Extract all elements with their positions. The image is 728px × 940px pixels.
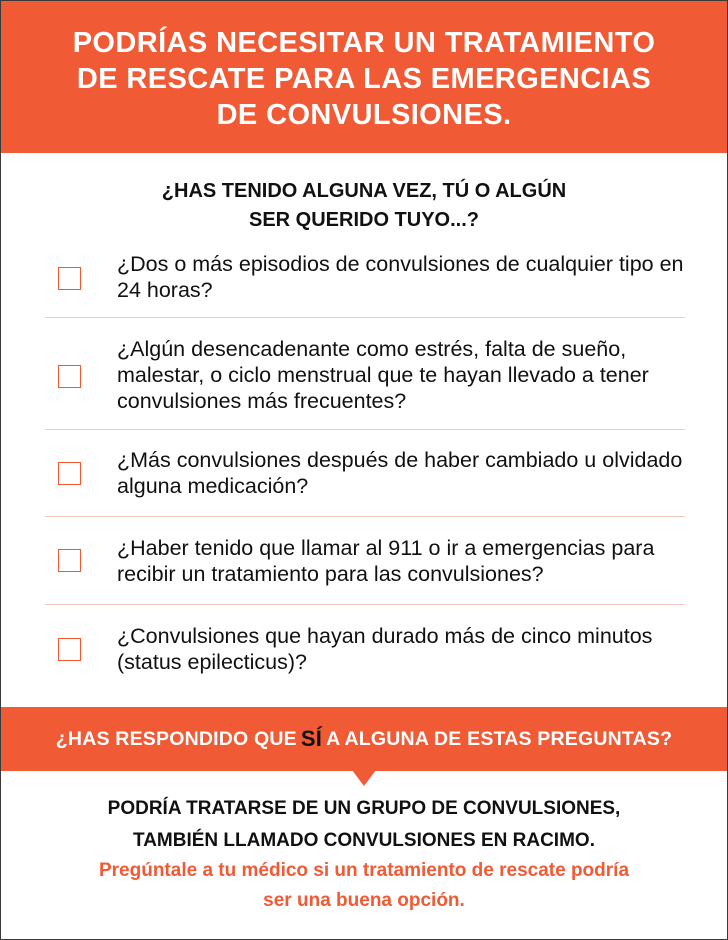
checklist-item-text: ¿Dos o más episodios de convulsiones de cualquier tipo en 24 horas?	[117, 252, 684, 302]
question-heading	[1, 177, 727, 235]
call-to-action	[1, 856, 727, 916]
divider	[45, 429, 685, 430]
checkbox[interactable]	[58, 549, 81, 572]
question-heading-line-2: SER QUERIDO TUYO...?	[248, 209, 480, 231]
divider	[45, 317, 685, 318]
checklist-item-text: ¿Más convulsiones después de haber cambiado u olvidado alguna medicación?	[117, 448, 683, 498]
header-banner	[1, 1, 727, 153]
question-banner	[1, 707, 727, 771]
conclusion-line-2: TAMBIÉN LLAMADO CONVULSIONES EN RACIMO.	[133, 830, 595, 851]
checkbox[interactable]	[58, 267, 81, 290]
down-arrow-icon	[352, 770, 376, 786]
checklist-item-text: ¿Algún desencadenante como estrés, falta de sueño, malestar, o ciclo menstrual que te hayan llevado a tener convulsiones más frecuentes?	[117, 337, 649, 413]
banner-text-after: A ALGUNA DE ESTAS PREGUNTAS?	[326, 727, 673, 750]
checkbox[interactable]	[58, 462, 81, 485]
conclusion-text	[1, 793, 727, 857]
banner-text-before: ¿HAS RESPONDIDO QUE	[55, 727, 297, 750]
cta-line-1: Pregúntale a tu médico si un tratamiento de rescate podría	[98, 860, 630, 881]
checklist-item-text: ¿Haber tenido que llamar al 911 o ir a emergencias para recibir un tratamiento para las convulsiones?	[117, 536, 655, 586]
question-heading-line-1: ¿HAS TENIDO ALGUNA VEZ, TÚ O ALGÚN	[161, 180, 567, 202]
divider	[45, 604, 685, 605]
page-title: PODRÍAS NECESITAR UN TRATAMIENTO DE RESCATE PARA LAS EMERGENCIAS DE CONVULSIONES.	[72, 27, 656, 131]
checkbox[interactable]	[58, 638, 81, 661]
checkbox[interactable]	[58, 365, 81, 388]
checklist-item-text: ¿Convulsiones que hayan durado más de cinco minutos (status epilecticus)?	[117, 624, 653, 674]
divider	[45, 516, 685, 517]
cta-line-2: ser una buena opción.	[263, 890, 465, 911]
conclusion-line-1: PODRÍA TRATARSE DE UN GRUPO DE CONVULSIONES,	[107, 798, 621, 819]
banner-yes-highlight: SÍ	[300, 726, 323, 751]
